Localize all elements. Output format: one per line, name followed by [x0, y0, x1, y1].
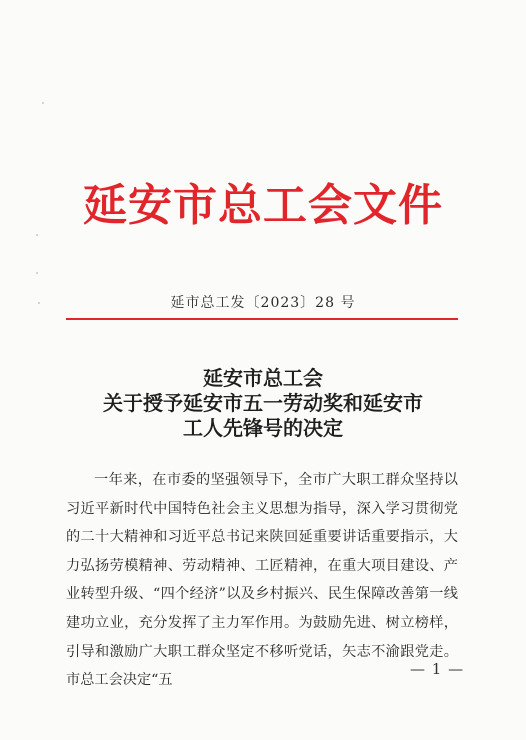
issuing-organization-title: 延安市总工会文件 [83, 180, 443, 231]
scan-speck [36, 272, 38, 274]
page-number: — 1 — [410, 660, 465, 678]
document-heading [0, 366, 526, 441]
document-number: 延市总工发〔2023〕28 号 [170, 295, 356, 311]
heading-line-3: 工人先锋号的决定 [183, 416, 343, 440]
scan-speck [42, 102, 44, 104]
heading-line-1: 延安市总工会 [203, 366, 323, 390]
red-divider-line [66, 318, 458, 320]
body-paragraph: 一年来，在市委的坚强领导下，全市广大职工群众坚持以习近平新时代中国特色社会主义思想为指导，深入学习贯彻党的二十大精神和习近平总书记来陕回延重要讲话重要指示，大力弘扬劳模精神、劳动精神、工匠精神，在重大项目建设、产业转型升级、“四个经济”以及乡村振兴、民生保障改善第一线建功立业，充分发挥了主力军作用。为鼓励先进、树立榜样，引导和激励广大职工群众坚定不移听党话，矢志不渝跟党走。市总工会决定“五 [66, 472, 458, 689]
heading-line-2: 关于授予延安市五一劳动奖和延安市 [103, 391, 423, 415]
